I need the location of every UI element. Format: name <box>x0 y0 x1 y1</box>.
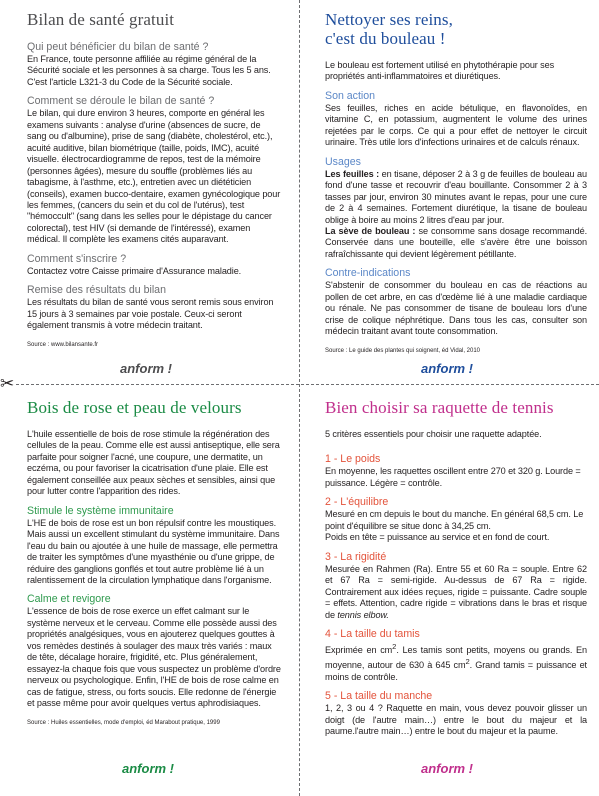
section-text: En France, toute personne affiliée au régime général de la Sécurité sociale et les personnes à sa charge. Tous les 5 ans. C'est l'article L321-3 du Code de la Sécurité sociale. <box>27 54 271 87</box>
superscript: 2 <box>465 657 470 667</box>
criterion-heading: 1 - Le poids <box>325 453 381 466</box>
usage-leaves-label: Les feuilles : <box>325 168 380 179</box>
criterion-text-part: . Grand tamis = puissance et moins de contrôle. <box>325 660 587 682</box>
card-raquette-tennis <box>301 387 599 796</box>
section-text: Les résultats du bilan de santé vous seront remis sous environ 15 jours à 3 semaines par voie postale. Ceux-ci seront également transmis à votre médecin traitant. <box>27 297 274 331</box>
intro-text: 5 critères essentiels pour choisir une raquette adaptée. <box>325 429 542 439</box>
card-title-line-2: c'est du bouleau ! <box>325 29 446 48</box>
criterion-text: 1, 2, 3 ou 4 ? Raquette en main, vous devez pouvoir glisser un doigt (de l'autre main…) entre le bout du majeur et la paume.l'autre main…) entre le bout du majeur et la paume. <box>325 703 587 737</box>
section-heading: Stimule le système immunitaire <box>27 504 174 517</box>
criterion-text <box>325 641 587 683</box>
section-heading: Calme et revigore <box>27 593 111 606</box>
anform-logo: anform ! <box>421 361 473 376</box>
criterion-text-main: Mesurée en Rahmen (Ra). Entre 55 et 60 Ra = souple. Entre 62 et 67 Ra = semi-rigide. Au-dessus de 67 Ra = rigide. Contrairement aux idées reçues, rigide = puissante. Cadre souple = effets. Attention, cadre rigide = vibrations dans le bras et risque de <box>325 563 587 620</box>
card-bilan-sante <box>0 0 299 382</box>
section-heading: Comment s'inscrire ? <box>27 252 127 265</box>
section-text: L'HE de bois de rose est un bon répulsif contre les moustiques. Mais aussi un excellent stimulant du système immunitaire. Dans l'eau du bain ou ajoutée à une huile de massage, elle permettra de traiter les symptômes d'une myasthénie ou d'une grippe, de réduire des ganglions gonflés et tout autre problème lié à un ralentissement de la circulation lymphatique dans l'organisme. <box>27 517 280 585</box>
card-title <box>325 10 587 48</box>
section-heading: Qui peut bénéficier du bilan de santé ? <box>27 41 209 53</box>
criterion-text-part: Exprimée en cm <box>325 645 393 656</box>
section-heading: Comment se déroule le bilan de santé ? <box>27 95 215 108</box>
section-text: Le bilan, qui dure environ 3 heures, comporte en général les examens suivants : analyse d'urine (absences de sucre, de sang ou d'albumine), prise de sang (diabète, cholestérol, etc.), acuité auditive, bilan biométrique (taille, poids, IMC), acuité visuelle. électrocardiogramme de repos, test de la mémoire (personnes âgées), mesure du souffle (problèmes liés au tabagisme, à l'asthme, etc.), entretien avec un diététicien (conseils), examen bucco-dentaire, examen gynécologique pour les femmes, (cancers du sein et du col de l'utérus), test "hémoccult" (sang dans les selles pour le dépistage du cancer colorectal), test HIV (si demande de l'intéressé), examen médical. Il complète les examens cités auparavant. <box>27 108 281 245</box>
section-text: Ses feuilles, riches en acide bétulique, en flavonoïdes, en vitamine C, en potassium, augmentent le volume des urines rejetées par le corps. Ce qui a pour effet de nettoyer le circuit urinaire. Très utile lors d'infections urinaires et de calculs rénaux. <box>325 102 587 148</box>
usage-sap-text: se consomme sans dosage recommandé. Conservée dans une bouteille, elle s'avère être une boisson rafraîchissante qui devient légèrement pétillante. <box>325 225 588 259</box>
superscript: 2 <box>392 641 397 651</box>
anform-logo: anform ! <box>421 761 473 776</box>
criterion-text: En moyenne, les raquettes oscillent entre 270 et 320 g. Lourde = puissance. Légère = contrôle. <box>325 466 581 488</box>
section-heading: Remise des résultats du bilan <box>27 284 166 297</box>
card-title: Bien choisir sa raquette de tennis <box>325 398 554 417</box>
card-title: Bilan de santé gratuit <box>27 10 175 29</box>
intro-text: Le bouleau est fortement utilisé en phytothérapie pour ses propriétés anti-inflammatoires et diurétiques. <box>325 60 555 82</box>
usage-sap-label: La sève de bouleau : <box>325 225 416 236</box>
horizontal-cut-line <box>16 384 599 385</box>
criterion-heading: 4 - La taille du tamis <box>325 627 420 640</box>
criterion-text-italic: tennis elbow. <box>337 609 389 620</box>
criterion-heading: 2 - L'équilibre <box>325 496 389 509</box>
criterion-text-part: . Les tamis sont petits, moyens ou grands. En moyenne, autour de 630 à 645 cm <box>325 645 587 671</box>
card-bouleau <box>301 0 599 382</box>
section-heading: Son action <box>325 89 376 102</box>
card-title-line-1: Nettoyer ses reins, <box>325 10 453 29</box>
criterion-text <box>325 564 587 621</box>
section-heading: Usages <box>325 155 361 168</box>
criterion-text: Mesuré en cm depuis le bout du manche. En général 68,5 cm. Le point d'équilibre se situe donc à 34,25 cm. <box>325 509 584 531</box>
criterion-text: Poids en tête = puissance au service et en fond de court. <box>325 532 550 543</box>
intro-text: L'huile essentielle de bois de rose stimule la régénération des cellules de la peau. Comme elle est aussi antiseptique, elle sera parfaite pour soigner l'acné, une coupure, une dermatite, un eczéma, ou pour favoriser la cicatrisation d'une plaie. Elle est également conseillée aux peaux sèches et sensibles, ainsi que pour lutter contre l'apparition des rides. <box>27 429 280 497</box>
criterion-heading: 5 - La taille du manche <box>325 690 433 703</box>
card-bois-de-rose <box>0 387 299 796</box>
section-text: Contactez votre Caisse primaire d'Assurance maladie. <box>27 265 242 276</box>
anform-logo: anform ! <box>120 361 172 376</box>
usage-sap <box>325 226 587 260</box>
usage-leaves <box>325 169 587 226</box>
section-text: L'essence de bois de rose exerce un effet calmant sur le système nerveux et le cerveau. Comme elle possède aussi des propriétés analgésiques, vous en ajouterez quelques gouttes à vos remèdes destinés à soulager des maux très variés : maux de tête, décalage horaire, frigidité, etc. Plus généralement, essayez-la chaque fois que vous suspectez un problème d'ordre nerveux ou psychologique. Enfin, l'HE de bois de rose calme en cas de fatigue, stress, ou forts soucis. Elle redonne de l'énergie et passe même pour avoir quelques vertus aphrodisiaques. <box>27 606 281 709</box>
section-text: S'abstenir de consommer du bouleau en cas de réactions au pollen de cet arbre, en cas d'œdème lié à une maladie cardiaque ou rénale. Ne pas consommer de tisane de bouleau lors d'une crise de colique néphrétique. Dans tous les cas, consulter son médecin traitant avant toute consommation. <box>325 280 587 337</box>
card-title: Bois de rose et peau de velours <box>27 398 242 417</box>
criterion-heading: 3 - La rigidité <box>325 550 387 563</box>
source-note: Source : Le guide des plantes qui soignent, éd Vidal, 2010 <box>325 347 481 354</box>
vertical-cut-line <box>299 0 300 796</box>
usage-leaves-text: en tisane, déposer 2 à 3 g de feuilles de bouleau au fond d'une tasse et recouvrir d'eau bouillante. Consommer 2 à 3 tasses par jour, environ 30 minutes avant le repas, pour une cure de 2 à 4 semaines. Fortement diurétique, la tisane de bouleau oblige à boire au moins 2 litres d'eau par jour. <box>325 168 587 225</box>
section-heading: Contre-indications <box>325 267 411 280</box>
source-note: Source : Huiles essentielles, mode d'emploi, éd Marabout pratique, 1999 <box>27 719 220 726</box>
anform-logo: anform ! <box>122 761 174 776</box>
scissors-icon: ✂ <box>0 374 15 394</box>
source-note: Source : www.bilansante.fr <box>27 341 99 348</box>
